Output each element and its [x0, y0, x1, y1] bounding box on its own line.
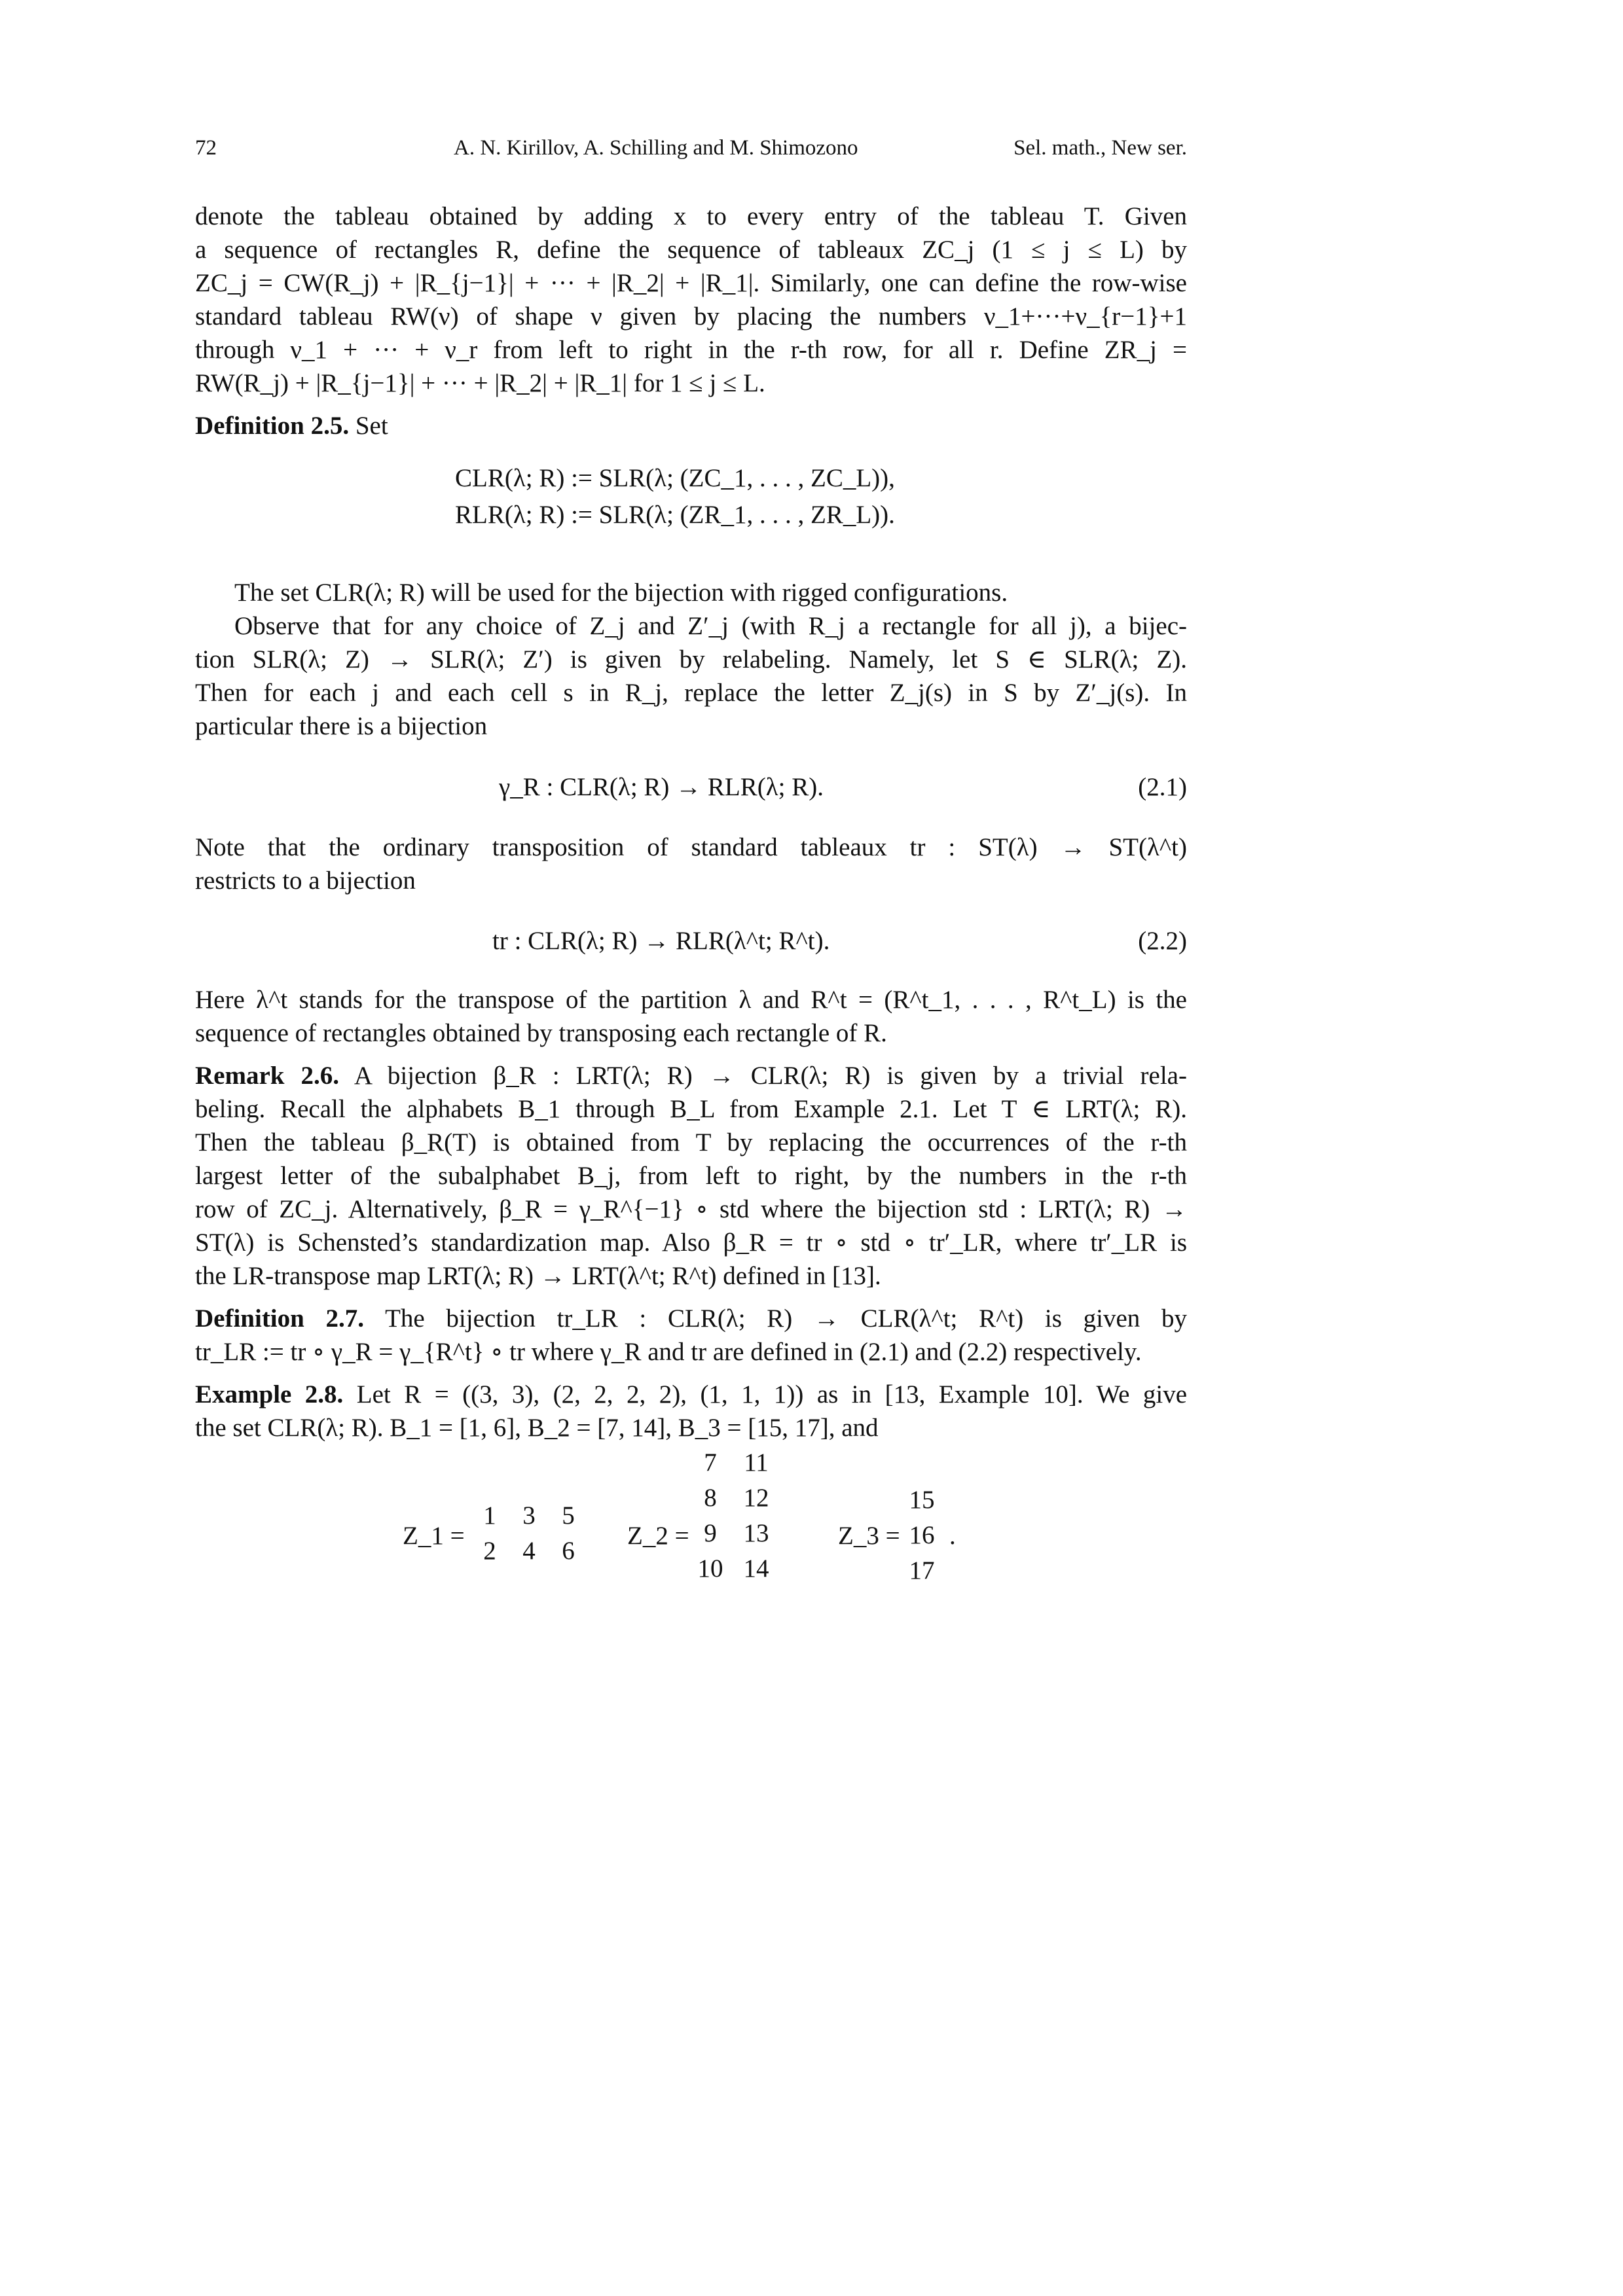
tableau-cell: 6: [562, 1537, 575, 1565]
text-line: beling. Recall the alphabets B_1 through B_L from Example 2.1. Let T ∈ LRT(λ; R).: [195, 1095, 1187, 1123]
example-text: Let R = ((3, 3), (2, 2, 2, 2), (1, 1, 1)) as in [13, Example 10]. We give: [356, 1380, 1187, 1408]
equation-2-2: tr : CLR(λ; R) → RLR(λ^t; R^t).: [492, 927, 830, 955]
tableau-cell: 17: [909, 1556, 935, 1585]
tableau-cell: 10: [697, 1554, 723, 1583]
tableau-cell: 11: [744, 1448, 769, 1477]
text-line: Here λ^t stands for the transpose of the partition λ and R^t = (R^t_1, . . . , R^t_L) is the: [195, 986, 1187, 1014]
text-line: ZC_j = CW(R_j) + |R_{j−1}| + ··· + |R_2| + |R_1|. Similarly, one can define the row-wise: [195, 269, 1187, 297]
text-line: a sequence of rectangles R, define the sequence of tableaux ZC_j (1 ≤ j ≤ L) by: [195, 236, 1187, 264]
text-line: tion SLR(λ; Z) → SLR(λ; Z′) is given by relabeling. Namely, let S ∈ SLR(λ; Z).: [195, 645, 1187, 673]
text-line: Then the tableau β_R(T) is obtained from T by replacing the occurrences of the r-th: [195, 1128, 1187, 1157]
text-line: Note that the ordinary transposition of standard tableaux tr : ST(λ) → ST(λ^t): [195, 833, 1187, 861]
text-line: the set CLR(λ; R). B_1 = [1, 6], B_2 = [7, 14], B_3 = [15, 17], and: [195, 1414, 879, 1442]
definition-2-5: [195, 410, 1187, 442]
text-line: standard tableau RW(ν) of shape ν given by placing the numbers ν_1+···+ν_{r−1}+1: [195, 302, 1187, 331]
text-line: sequence of rectangles obtained by transposing each rectangle of R.: [195, 1019, 887, 1047]
equation-number: (2.1): [1138, 773, 1187, 801]
equation-number: (2.2): [1138, 927, 1187, 955]
tableau-cell: 9: [704, 1519, 717, 1547]
tableau-cell: 2: [483, 1537, 496, 1565]
remark-label: Remark 2.6.: [195, 1062, 339, 1090]
equation-2-1: γ_R : CLR(λ; R) → RLR(λ; R).: [499, 773, 824, 801]
tableau-cell: 16: [909, 1521, 935, 1549]
tableau-z2-label: Z_2 =: [627, 1522, 689, 1550]
text-line: largest letter of the subalphabet B_j, from left to right, by the numbers in the r-th: [195, 1162, 1187, 1190]
tableau-cell: 5: [562, 1501, 575, 1530]
text-line: Observe that for any choice of Z_j and Z′_j (with R_j a rectangle for all j), a bijec-: [234, 612, 1187, 640]
end-punctuation: .: [949, 1522, 956, 1550]
tableau-z1-label: Z_1 =: [403, 1522, 465, 1550]
text-line: The set CLR(λ; R) will be used for the bijection with rigged configurations.: [234, 579, 1008, 607]
tableau-cell: 12: [743, 1484, 769, 1512]
tableau-cell: 13: [743, 1519, 769, 1547]
page-number: 72: [195, 136, 217, 160]
definition-text: Set: [355, 412, 388, 440]
tableau-z3: [902, 1483, 948, 1588]
text-line: row of ZC_j. Alternatively, β_R = γ_R^{−1} ∘ std where the bijection std : LRT(λ; R) →: [195, 1195, 1187, 1223]
text-line: RW(R_j) + |R_{j−1}| + ··· + |R_2| + |R_1| for 1 ≤ j ≤ L.: [195, 369, 765, 397]
tableau-cell: 8: [704, 1484, 717, 1512]
text-line: denote the tableau obtained by adding x to every entry of the tableau T. Given: [195, 202, 1187, 230]
definition-label: Definition 2.5.: [195, 412, 350, 440]
text-line: tr_LR := tr ∘ γ_R = γ_{R^t} ∘ tr where γ_R and tr are defined in (2.1) and (2.2) respectively.: [195, 1338, 1142, 1366]
text-line: the LR-transpose map LRT(λ; R) → LRT(λ^t; R^t) defined in [13].: [195, 1262, 881, 1290]
tableau-cell: 15: [909, 1486, 935, 1514]
tableau-cell: 3: [522, 1501, 536, 1530]
tableau-cell: 4: [522, 1537, 536, 1565]
text-line: Then for each j and each cell s in R_j, replace the letter Z_j(s) in S by Z′_j(s). In: [195, 679, 1187, 707]
tableau-z3-label: Z_3 =: [838, 1522, 900, 1550]
definition-label: Definition 2.7.: [195, 1304, 365, 1333]
remark-text: A bijection β_R : LRT(λ; R) → CLR(λ; R) is given by a trivial rela-: [354, 1062, 1187, 1090]
tableau-cell: 7: [704, 1448, 717, 1477]
running-header: [195, 136, 1187, 169]
definition-2-7-first-line: [195, 1302, 1187, 1335]
text-line: ST(λ) is Schensted’s standardization map. Also β_R = tr ∘ std ∘ tr′_LR, where tr′_LR is: [195, 1229, 1187, 1257]
text-line: restricts to a bijection: [195, 867, 416, 895]
header-authors: A. N. Kirillov, A. Schilling and M. Shimozono: [454, 136, 858, 160]
example-2-8-first-line: [195, 1378, 1187, 1411]
text-line: through ν_1 + ··· + ν_r from left to right in the r-th row, for all r. Define ZR_j =: [195, 336, 1187, 364]
text-line: particular there is a bijection: [195, 712, 488, 740]
example-label: Example 2.8.: [195, 1380, 344, 1408]
tableau-z2: [691, 1446, 776, 1590]
equation-rlr: RLR(λ; R) := SLR(λ; (ZR_1, . . . , ZR_L)).: [455, 501, 895, 529]
definition-text: The bijection tr_LR : CLR(λ; R) → CLR(λ^t; R^t) is given by: [385, 1304, 1187, 1333]
equation-clr: CLR(λ; R) := SLR(λ; (ZC_1, . . . , ZC_L)),: [455, 464, 895, 492]
remark-2-6-first-line: [195, 1060, 1187, 1092]
tableau-z1: [470, 1499, 588, 1571]
tableau-cell: 14: [743, 1554, 769, 1583]
tableau-cell: 1: [483, 1501, 496, 1530]
header-journal: Sel. math., New ser.: [1013, 136, 1187, 160]
